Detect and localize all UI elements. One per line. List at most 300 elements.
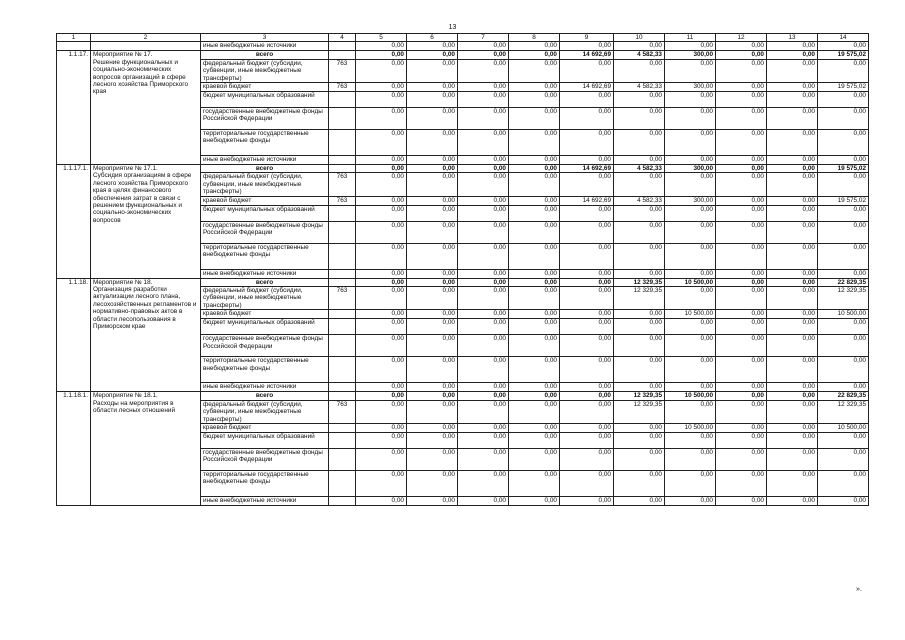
amount-year-col-10: 12 329,35 [614, 278, 665, 286]
amount-year-col-6: 0,00 [407, 205, 458, 221]
amount-year-col-12: 0,00 [716, 278, 767, 286]
amount-year-col-12: 0,00 [716, 319, 767, 335]
amount-year-col-9: 14 692,69 [560, 165, 614, 173]
amount-year-col-7: 0,00 [458, 108, 509, 130]
amount-year-col-10: 4 582,33 [614, 196, 665, 205]
amount-year-col-5: 0,00 [356, 287, 407, 310]
amount-year-col-6: 0,00 [407, 108, 458, 130]
grbs-code [329, 205, 356, 221]
amount-year-col-6: 0,00 [407, 423, 458, 432]
amount-year-col-6: 0,00 [407, 287, 458, 310]
amount-year-col-11: 0,00 [665, 92, 716, 108]
amount-year-col-14: 0,00 [818, 130, 869, 156]
amount-year-col-9: 0,00 [560, 310, 614, 319]
amount-year-col-8: 0,00 [509, 243, 560, 269]
measure-total-row [57, 51, 869, 59]
amount-year-col-9: 0,00 [560, 400, 614, 423]
table-body [57, 42, 869, 506]
amount-year-col-13: 0,00 [767, 287, 818, 310]
amount-year-col-5: 0,00 [356, 423, 407, 432]
amount-year-col-6: 0,00 [407, 448, 458, 470]
funding-source: иные внебюджетные источники [201, 269, 329, 278]
amount-year-col-5: 0,00 [356, 357, 407, 383]
funding-source: всего [201, 278, 329, 286]
amount-year-col-8: 0,00 [509, 335, 560, 357]
amount-year-col-8: 0,00 [509, 269, 560, 278]
page-number: 13 [448, 24, 457, 31]
amount-year-col-6: 0,00 [407, 278, 458, 286]
amount-year-col-7: 0,00 [458, 335, 509, 357]
column-header-13: 13 [767, 34, 818, 42]
amount-year-col-9: 0,00 [560, 287, 614, 310]
funding-source: иные внебюджетные источники [201, 383, 329, 392]
grbs-code [329, 383, 356, 392]
amount-year-col-13: 0,00 [767, 243, 818, 269]
grbs-code [329, 42, 356, 51]
amount-year-col-12: 0,00 [716, 173, 767, 196]
amount-year-col-10: 12 329,35 [614, 400, 665, 423]
amount-year-col-5: 0,00 [356, 173, 407, 196]
amount-year-col-11: 300,00 [665, 83, 716, 92]
amount-year-col-14: 0,00 [818, 243, 869, 269]
amount-year-col-6: 0,00 [407, 92, 458, 108]
measure-total-row [57, 278, 869, 286]
funding-source: территориальные государственные внебюджетные фонды [201, 470, 329, 496]
amount-year-col-5: 0,00 [356, 269, 407, 278]
grbs-code [329, 165, 356, 173]
amount-year-col-12: 0,00 [716, 156, 767, 165]
column-header-11: 11 [665, 34, 716, 42]
amount-year-col-12: 0,00 [716, 130, 767, 156]
amount-year-col-12: 0,00 [716, 108, 767, 130]
amount-year-col-6: 0,00 [407, 83, 458, 92]
grbs-code [329, 496, 356, 505]
amount-year-col-7: 0,00 [458, 196, 509, 205]
measure-total-row [57, 165, 869, 173]
grbs-code: 763 [329, 196, 356, 205]
amount-year-col-13: 0,00 [767, 400, 818, 423]
amount-year-col-12: 0,00 [716, 392, 767, 400]
measure-code: 1.1.17. [57, 51, 91, 165]
amount-year-col-9: 0,00 [560, 383, 614, 392]
column-header-10: 10 [614, 34, 665, 42]
amount-year-col-14: 0,00 [818, 496, 869, 505]
grbs-code [329, 278, 356, 286]
amount-year-col-8: 0,00 [509, 496, 560, 505]
grbs-code [329, 432, 356, 448]
amount-year-col-5: 0,00 [356, 92, 407, 108]
amount-year-col-14: 22 829,35 [818, 278, 869, 286]
amount-year-col-14: 19 575,02 [818, 83, 869, 92]
amount-year-col-8: 0,00 [509, 319, 560, 335]
amount-year-col-11: 0,00 [665, 470, 716, 496]
amount-year-col-6: 0,00 [407, 173, 458, 196]
amount-year-col-11: 0,00 [665, 243, 716, 269]
amount-year-col-11: 0,00 [665, 59, 716, 82]
grbs-code [329, 156, 356, 165]
amount-year-col-11: 0,00 [665, 319, 716, 335]
funding-source: краевой бюджет [201, 310, 329, 319]
amount-year-col-11: 300,00 [665, 196, 716, 205]
amount-year-col-9: 0,00 [560, 423, 614, 432]
funding-source: бюджет муниципальных образований [201, 92, 329, 108]
measure-total-row [57, 392, 869, 400]
grbs-code: 763 [329, 287, 356, 310]
amount-year-col-9: 0,00 [560, 92, 614, 108]
amount-year-col-7: 0,00 [458, 130, 509, 156]
amount-year-col-6: 0,00 [407, 470, 458, 496]
amount-year-col-13: 0,00 [767, 156, 818, 165]
amount-year-col-9: 0,00 [560, 59, 614, 82]
amount-year-col-6: 0,00 [407, 51, 458, 59]
amount-year-col-11: 300,00 [665, 51, 716, 59]
amount-year-col-9: 0,00 [560, 470, 614, 496]
amount-year-col-8: 0,00 [509, 130, 560, 156]
amount-year-col-6: 0,00 [407, 243, 458, 269]
amount-year-col-7: 0,00 [458, 448, 509, 470]
amount-year-col-11: 0,00 [665, 400, 716, 423]
amount-year-col-9: 0,00 [560, 448, 614, 470]
amount-year-col-5: 0,00 [356, 432, 407, 448]
amount-year-col-8: 0,00 [509, 400, 560, 423]
amount-year-col-10: 0,00 [614, 319, 665, 335]
amount-year-col-7: 0,00 [458, 319, 509, 335]
grbs-code [329, 310, 356, 319]
funding-source: краевой бюджет [201, 423, 329, 432]
amount-year-col-6: 0,00 [407, 335, 458, 357]
amount-year-col-10: 12 329,35 [614, 287, 665, 310]
amount-year-col-7: 0,00 [458, 269, 509, 278]
amount-year-col-5: 0,00 [356, 108, 407, 130]
amount-year-col-8: 0,00 [509, 59, 560, 82]
amount-year-col-9: 0,00 [560, 319, 614, 335]
amount-year-col-13: 0,00 [767, 470, 818, 496]
amount-year-col-8: 0,00 [509, 278, 560, 286]
funding-source: территориальные государственные внебюджетные фонды [201, 130, 329, 156]
amount-year-col-13: 0,00 [767, 278, 818, 286]
amount-year-col-13: 0,00 [767, 496, 818, 505]
amount-year-col-6: 0,00 [407, 221, 458, 243]
grbs-code [329, 448, 356, 470]
amount-year-col-8: 0,00 [509, 423, 560, 432]
amount-year-col-10: 4 582,33 [614, 83, 665, 92]
amount-year-col-10: 0,00 [614, 205, 665, 221]
amount-year-col-14: 10 500,00 [818, 423, 869, 432]
amount-year-col-5: 0,00 [356, 243, 407, 269]
funding-source: территориальные государственные внебюджетные фонды [201, 357, 329, 383]
column-header-9: 9 [560, 34, 614, 42]
grbs-code [329, 392, 356, 400]
amount-year-col-5: 0,00 [356, 196, 407, 205]
amount-year-col-7: 0,00 [458, 92, 509, 108]
amount-year-col-13: 0,00 [767, 269, 818, 278]
amount-year-col-7: 0,00 [458, 392, 509, 400]
funding-source: федеральный бюджет (субсидии, субвенции, иные межбюджетные трансферты) [201, 59, 329, 82]
amount-year-col-7: 0,00 [458, 423, 509, 432]
amount-year-col-10: 0,00 [614, 357, 665, 383]
amount-year-col-13: 0,00 [767, 165, 818, 173]
grbs-code [329, 221, 356, 243]
amount-year-col-6: 0,00 [407, 383, 458, 392]
amount-year-col-7: 0,00 [458, 59, 509, 82]
funding-source: федеральный бюджет (субсидии, субвенции, иные межбюджетные трансферты) [201, 173, 329, 196]
amount-year-col-9: 0,00 [560, 278, 614, 286]
amount-year-col-8: 0,00 [509, 470, 560, 496]
funding-source: государственные внебюджетные фонды Российской Федерации [201, 448, 329, 470]
amount-year-col-9: 0,00 [560, 173, 614, 196]
amount-year-col-8: 0,00 [509, 196, 560, 205]
amount-year-col-12: 0,00 [716, 423, 767, 432]
amount-year-col-5: 0,00 [356, 470, 407, 496]
amount-year-col-14: 0,00 [818, 269, 869, 278]
amount-year-col-9: 0,00 [560, 130, 614, 156]
column-header-1: 1 [57, 34, 91, 42]
amount-year-col-7: 0,00 [458, 42, 509, 51]
funding-source: бюджет муниципальных образований [201, 205, 329, 221]
amount-year-col-5: 0,00 [356, 278, 407, 286]
amount-year-col-6: 0,00 [407, 432, 458, 448]
amount-year-col-10: 0,00 [614, 423, 665, 432]
amount-year-col-12: 0,00 [716, 383, 767, 392]
amount-year-col-10: 0,00 [614, 42, 665, 51]
amount-year-col-8: 0,00 [509, 310, 560, 319]
measure-description [91, 42, 201, 51]
amount-year-col-10: 0,00 [614, 470, 665, 496]
grbs-code [329, 51, 356, 59]
amount-year-col-11: 0,00 [665, 448, 716, 470]
amount-year-col-9: 0,00 [560, 221, 614, 243]
grbs-code [329, 357, 356, 383]
amount-year-col-7: 0,00 [458, 278, 509, 286]
funding-source: краевой бюджет [201, 83, 329, 92]
amount-year-col-5: 0,00 [356, 448, 407, 470]
amount-year-col-7: 0,00 [458, 165, 509, 173]
amount-year-col-12: 0,00 [716, 496, 767, 505]
amount-year-col-10: 0,00 [614, 335, 665, 357]
amount-year-col-12: 0,00 [716, 269, 767, 278]
amount-year-col-9: 0,00 [560, 357, 614, 383]
funding-source: федеральный бюджет (субсидии, субвенции, иные межбюджетные трансферты) [201, 287, 329, 310]
measure-code: 1.1.18.1. [57, 392, 91, 506]
amount-year-col-12: 0,00 [716, 357, 767, 383]
grbs-code [329, 470, 356, 496]
amount-year-col-13: 0,00 [767, 42, 818, 51]
grbs-code [329, 130, 356, 156]
amount-year-col-12: 0,00 [716, 287, 767, 310]
amount-year-col-5: 0,00 [356, 392, 407, 400]
amount-year-col-10: 0,00 [614, 383, 665, 392]
amount-year-col-5: 0,00 [356, 310, 407, 319]
amount-year-col-9: 0,00 [560, 156, 614, 165]
amount-year-col-12: 0,00 [716, 335, 767, 357]
amount-year-col-7: 0,00 [458, 310, 509, 319]
amount-year-col-6: 0,00 [407, 319, 458, 335]
amount-year-col-10: 0,00 [614, 448, 665, 470]
amount-year-col-6: 0,00 [407, 156, 458, 165]
measure-description: Мероприятие № 17.1. Субсидия организациям в сфере лесного хозяйства Приморского края в целях финансового обеспечения затрат в связи с решением функциональных и социально-экономических вопросов [91, 165, 201, 279]
amount-year-col-11: 0,00 [665, 383, 716, 392]
amount-year-col-14: 0,00 [818, 432, 869, 448]
amount-year-col-13: 0,00 [767, 196, 818, 205]
amount-year-col-13: 0,00 [767, 319, 818, 335]
amount-year-col-11: 0,00 [665, 130, 716, 156]
amount-year-col-11: 0,00 [665, 42, 716, 51]
amount-year-col-10: 0,00 [614, 108, 665, 130]
amount-year-col-13: 0,00 [767, 432, 818, 448]
amount-year-col-12: 0,00 [716, 42, 767, 51]
amount-year-col-9: 0,00 [560, 108, 614, 130]
amount-year-col-14: 0,00 [818, 92, 869, 108]
amount-year-col-13: 0,00 [767, 51, 818, 59]
amount-year-col-6: 0,00 [407, 196, 458, 205]
amount-year-col-7: 0,00 [458, 287, 509, 310]
amount-year-col-11: 0,00 [665, 287, 716, 310]
funding-source: государственные внебюджетные фонды Российской Федерации [201, 108, 329, 130]
amount-year-col-12: 0,00 [716, 83, 767, 92]
amount-year-col-8: 0,00 [509, 357, 560, 383]
grbs-code: 763 [329, 400, 356, 423]
amount-year-col-13: 0,00 [767, 310, 818, 319]
amount-year-col-5: 0,00 [356, 383, 407, 392]
amount-year-col-8: 0,00 [509, 221, 560, 243]
amount-year-col-8: 0,00 [509, 83, 560, 92]
amount-year-col-5: 0,00 [356, 83, 407, 92]
amount-year-col-12: 0,00 [716, 400, 767, 423]
grbs-code [329, 423, 356, 432]
funding-source: бюджет муниципальных образований [201, 432, 329, 448]
amount-year-col-12: 0,00 [716, 51, 767, 59]
column-header-6: 6 [407, 34, 458, 42]
amount-year-col-6: 0,00 [407, 400, 458, 423]
amount-year-col-8: 0,00 [509, 173, 560, 196]
grbs-code [329, 108, 356, 130]
amount-year-col-13: 0,00 [767, 59, 818, 82]
amount-year-col-14: 0,00 [818, 173, 869, 196]
amount-year-col-8: 0,00 [509, 287, 560, 310]
amount-year-col-8: 0,00 [509, 108, 560, 130]
amount-year-col-6: 0,00 [407, 269, 458, 278]
amount-year-col-14: 19 575,02 [818, 196, 869, 205]
funding-source: бюджет муниципальных образований [201, 319, 329, 335]
column-header-5: 5 [356, 34, 407, 42]
funding-source: иные внебюджетные источники [201, 42, 329, 51]
amount-year-col-8: 0,00 [509, 42, 560, 51]
amount-year-col-11: 10 500,00 [665, 392, 716, 400]
amount-year-col-12: 0,00 [716, 221, 767, 243]
amount-year-col-8: 0,00 [509, 383, 560, 392]
amount-year-col-11: 0,00 [665, 269, 716, 278]
amount-year-col-7: 0,00 [458, 400, 509, 423]
amount-year-col-14: 12 329,35 [818, 400, 869, 423]
amount-year-col-14: 0,00 [818, 205, 869, 221]
amount-year-col-7: 0,00 [458, 173, 509, 196]
amount-year-col-5: 0,00 [356, 205, 407, 221]
amount-year-col-8: 0,00 [509, 432, 560, 448]
amount-year-col-14: 10 500,00 [818, 310, 869, 319]
funding-source: иные внебюджетные источники [201, 156, 329, 165]
amount-year-col-11: 0,00 [665, 496, 716, 505]
grbs-code [329, 92, 356, 108]
amount-year-col-10: 0,00 [614, 432, 665, 448]
amount-year-col-13: 0,00 [767, 92, 818, 108]
amount-year-col-12: 0,00 [716, 243, 767, 269]
amount-year-col-12: 0,00 [716, 310, 767, 319]
amount-year-col-13: 0,00 [767, 448, 818, 470]
amount-year-col-14: 0,00 [818, 59, 869, 82]
amount-year-col-14: 12 329,35 [818, 287, 869, 310]
amount-year-col-12: 0,00 [716, 448, 767, 470]
measure-code: 1.1.18. [57, 278, 91, 392]
column-header-14: 14 [818, 34, 869, 42]
amount-year-col-13: 0,00 [767, 130, 818, 156]
measure-description: Мероприятие № 18. Организация разработки актуализации лесного плана, лесохозяйственных регламентов и нормативно-правовых актов в области лесопользования в Приморском крае [91, 278, 201, 392]
amount-year-col-5: 0,00 [356, 165, 407, 173]
amount-year-col-14: 0,00 [818, 335, 869, 357]
amount-year-col-12: 0,00 [716, 165, 767, 173]
amount-year-col-11: 10 500,00 [665, 310, 716, 319]
measure-description: Мероприятие № 18.1. Расходы на мероприятия в области лесных отношений [91, 392, 201, 506]
amount-year-col-14: 0,00 [818, 470, 869, 496]
funding-source: всего [201, 392, 329, 400]
amount-year-col-13: 0,00 [767, 392, 818, 400]
amount-year-col-8: 0,00 [509, 392, 560, 400]
amount-year-col-10: 0,00 [614, 269, 665, 278]
amount-year-col-6: 0,00 [407, 165, 458, 173]
amount-year-col-6: 0,00 [407, 357, 458, 383]
amount-year-col-12: 0,00 [716, 92, 767, 108]
grbs-code: 763 [329, 83, 356, 92]
closing-mark: ». [856, 586, 862, 593]
amount-year-col-12: 0,00 [716, 470, 767, 496]
amount-year-col-5: 0,00 [356, 42, 407, 51]
amount-year-col-9: 0,00 [560, 243, 614, 269]
funding-source: государственные внебюджетные фонды Российской Федерации [201, 335, 329, 357]
funding-source: федеральный бюджет (субсидии, субвенции, иные межбюджетные трансферты) [201, 400, 329, 423]
column-header-2: 2 [91, 34, 201, 42]
amount-year-col-7: 0,00 [458, 357, 509, 383]
amount-year-col-9: 0,00 [560, 205, 614, 221]
amount-year-col-10: 0,00 [614, 92, 665, 108]
amount-year-col-14: 0,00 [818, 42, 869, 51]
amount-year-col-5: 0,00 [356, 59, 407, 82]
amount-year-col-7: 0,00 [458, 83, 509, 92]
amount-year-col-12: 0,00 [716, 59, 767, 82]
amount-year-col-9: 0,00 [560, 42, 614, 51]
amount-year-col-14: 0,00 [818, 448, 869, 470]
column-header-8: 8 [509, 34, 560, 42]
amount-year-col-7: 0,00 [458, 205, 509, 221]
amount-year-col-14: 0,00 [818, 156, 869, 165]
amount-year-col-11: 0,00 [665, 205, 716, 221]
amount-year-col-14: 0,00 [818, 319, 869, 335]
amount-year-col-6: 0,00 [407, 310, 458, 319]
amount-year-col-9: 0,00 [560, 392, 614, 400]
amount-year-col-10: 0,00 [614, 243, 665, 269]
amount-year-col-14: 22 829,35 [818, 392, 869, 400]
amount-year-col-14: 0,00 [818, 108, 869, 130]
amount-year-col-8: 0,00 [509, 205, 560, 221]
amount-year-col-8: 0,00 [509, 165, 560, 173]
amount-year-col-5: 0,00 [356, 221, 407, 243]
amount-year-col-13: 0,00 [767, 383, 818, 392]
amount-year-col-7: 0,00 [458, 496, 509, 505]
amount-year-col-7: 0,00 [458, 156, 509, 165]
amount-year-col-13: 0,00 [767, 423, 818, 432]
amount-year-col-10: 0,00 [614, 156, 665, 165]
amount-year-col-9: 14 692,69 [560, 51, 614, 59]
amount-year-col-11: 0,00 [665, 108, 716, 130]
amount-year-col-11: 0,00 [665, 173, 716, 196]
